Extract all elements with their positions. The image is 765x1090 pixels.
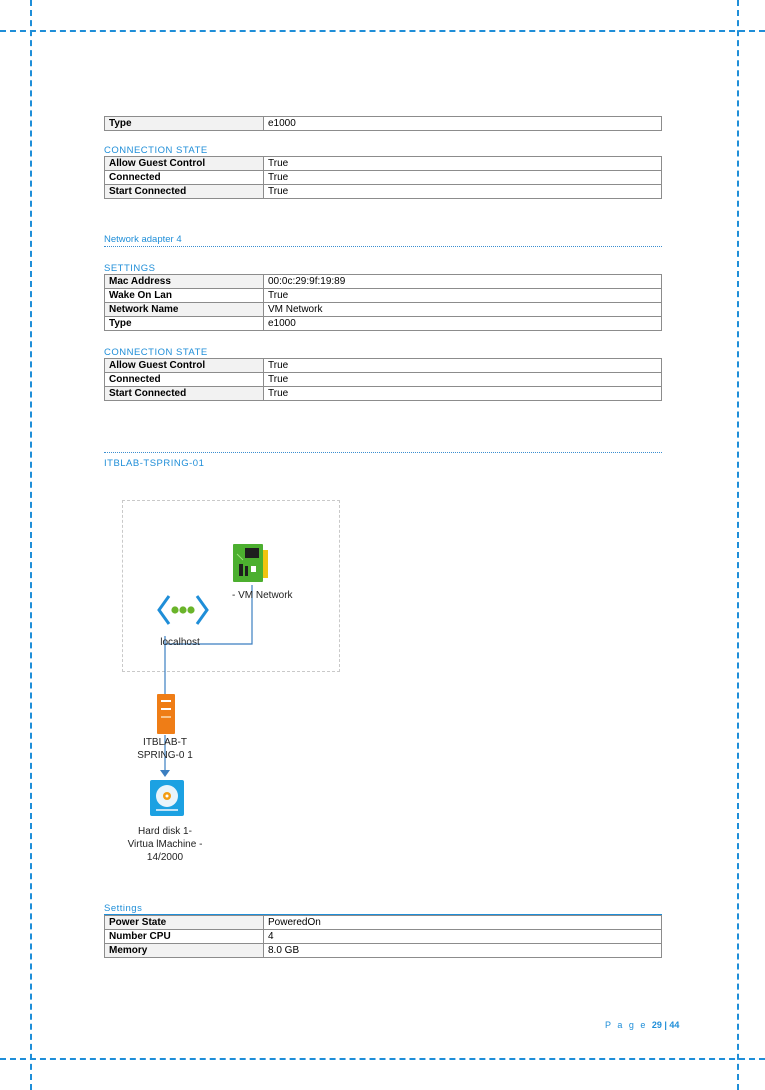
value-cell: e1000: [264, 117, 662, 131]
current-page: 29: [651, 1020, 662, 1030]
network-switch-icon: [157, 594, 211, 626]
table-row: [105, 930, 662, 944]
vm-settings-table: [104, 915, 662, 958]
arrow-head: [160, 770, 170, 777]
section-title: Network adapter 4: [104, 234, 662, 247]
disk-label-line1: Hard disk 1-: [138, 826, 192, 837]
value-cell: True: [264, 157, 662, 171]
key-cell: Type: [105, 317, 264, 331]
key-cell: Connected: [105, 373, 264, 387]
host-label: localhost: [160, 637, 200, 648]
vm-settings-wrap: [104, 903, 662, 958]
value-cell: 00:0c:29:9f:19:89: [264, 275, 662, 289]
value-cell: VM Network: [264, 303, 662, 317]
value-cell: 8.0 GB: [264, 944, 662, 958]
value-cell: True: [264, 289, 662, 303]
key-cell: Wake On Lan: [105, 289, 264, 303]
network-label: - VM Network: [232, 590, 293, 601]
page-word: P a g e: [605, 1020, 648, 1030]
vm-label-line2: SPRING-0 1: [137, 750, 193, 761]
key-cell: Memory: [105, 944, 264, 958]
value-cell: 4: [264, 930, 662, 944]
section-label: SETTINGS: [104, 263, 156, 274]
key-cell: Allow Guest Control: [105, 157, 264, 171]
key-cell: Mac Address: [105, 275, 264, 289]
table-row: [105, 944, 662, 958]
value-cell: True: [264, 373, 662, 387]
vm-title: ITBLAB-TSPRING-01: [104, 458, 205, 469]
network-card-icon: [233, 544, 269, 584]
vm-label-line1: ITBLAB-T: [143, 737, 187, 748]
disk-label-line2: Virtua lMachine -: [127, 839, 203, 850]
total-pages: 44: [669, 1020, 680, 1030]
key-cell: Network Name: [105, 303, 264, 317]
value-cell: e1000: [264, 317, 662, 331]
table-row: [105, 916, 662, 930]
disk-label-line3: 14/2000: [146, 852, 184, 863]
hard-disk-icon: [150, 780, 184, 816]
value-cell: True: [264, 185, 662, 199]
server-icon: [157, 694, 175, 734]
value-cell: True: [264, 387, 662, 401]
key-cell: Type: [105, 117, 264, 131]
key-cell: Allow Guest Control: [105, 359, 264, 373]
page-separator: |: [661, 1020, 670, 1030]
value-cell: True: [264, 359, 662, 373]
section-label: Settings: [104, 903, 143, 914]
section-label: CONNECTION STATE: [104, 145, 208, 156]
key-cell: Connected: [105, 171, 264, 185]
key-cell: Start Connected: [105, 387, 264, 401]
key-cell: Power State: [105, 916, 264, 930]
key-cell: Number CPU: [105, 930, 264, 944]
value-cell: PoweredOn: [264, 916, 662, 930]
section-label: CONNECTION STATE: [104, 347, 208, 358]
value-cell: True: [264, 171, 662, 185]
page-number: [605, 1020, 679, 1030]
key-cell: Start Connected: [105, 185, 264, 199]
